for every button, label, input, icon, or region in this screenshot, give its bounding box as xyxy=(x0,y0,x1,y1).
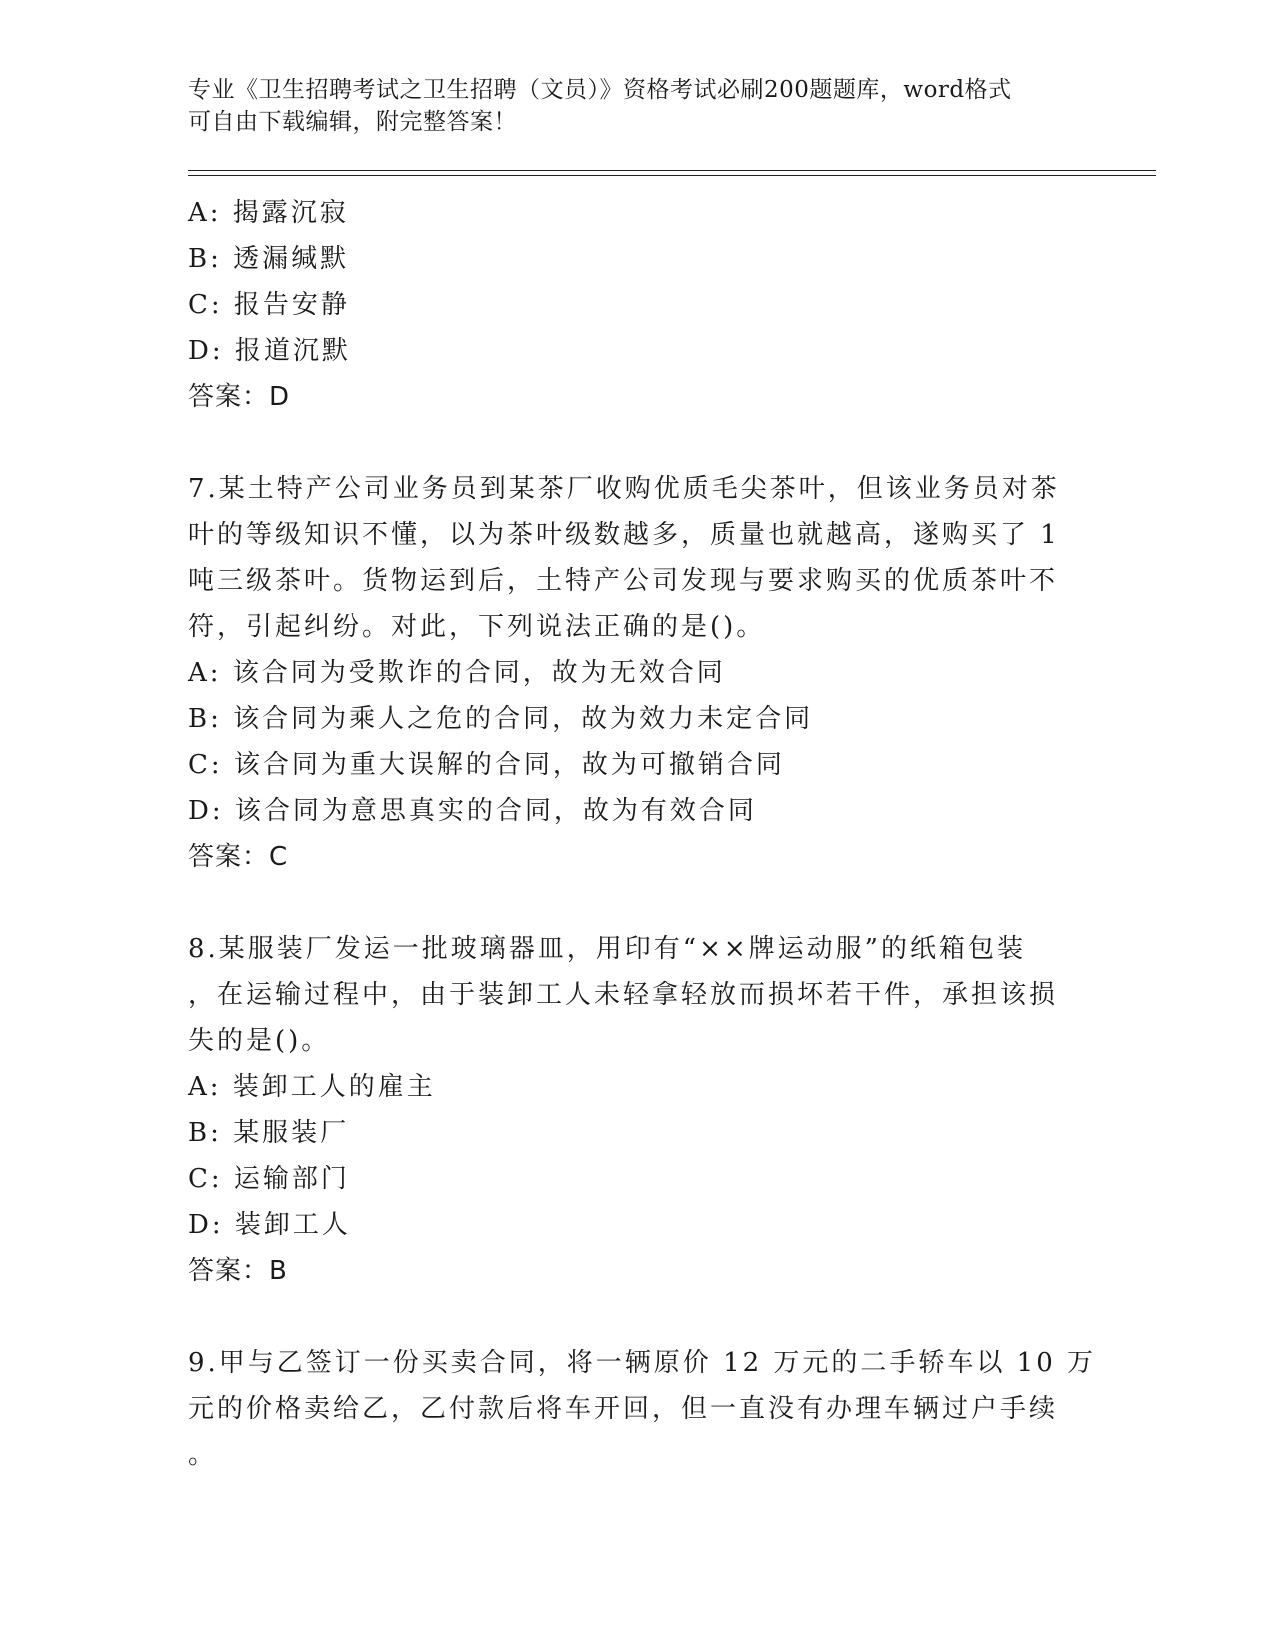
question-stem-line: 9.甲与乙签订一份买卖合同，将一辆原价 12 万元的二手轿车以 10 万 xyxy=(188,1348,1097,1378)
question-stem-line: 7.某土特产公司业务员到某茶厂收购优质毛尖茶叶，但该业务员对茶 xyxy=(188,474,1060,504)
spacer xyxy=(188,420,1068,466)
option-c: C: 运输部门 xyxy=(188,1164,350,1194)
question-stem-line: 吨三级茶叶。货物运到后，土特产公司发现与要求购买的优质茶叶不 xyxy=(188,566,1059,596)
option-b: B: 某服装厂 xyxy=(188,1118,350,1148)
question-stem-line: 8.某服装厂发运一批玻璃器皿，用印有“××牌运动服”的纸箱包装 xyxy=(188,934,1026,964)
question-7 xyxy=(188,466,1068,880)
question-stem-line: 。 xyxy=(188,1440,218,1470)
option-c: C: 该合同为重大误解的合同，故为可撤销合同 xyxy=(188,750,785,780)
option-d: D: 装卸工人 xyxy=(188,1210,351,1240)
option-d: D: 该合同为意思真实的合同，故为有效合同 xyxy=(188,796,757,826)
question-stem-line: ，在运输过程中，由于装卸工人未轻拿轻放而损坏若干件，承担该损 xyxy=(188,980,1059,1010)
header-line-1: 专业《卫生招聘考试之卫生招聘（文员）》资格考试必刷200题题库，word格式 xyxy=(188,77,1012,103)
header-divider-top xyxy=(188,170,1156,171)
option-a: A: 揭露沉寂 xyxy=(188,198,349,228)
answer: 答案：C xyxy=(188,842,289,872)
document-header xyxy=(188,74,1068,138)
question-stem-line: 元的价格卖给乙，乙付款后将车开回，但一直没有办理车辆过户手续 xyxy=(188,1394,1059,1424)
header-divider-bottom xyxy=(188,175,1156,176)
option-d: D: 报道沉默 xyxy=(188,336,351,366)
option-b: B: 该合同为乘人之危的合同，故为效力未定合同 xyxy=(188,704,814,734)
question-list xyxy=(188,190,1097,1478)
spacer xyxy=(188,880,1068,926)
question-9 xyxy=(188,1340,1097,1478)
question-stem-line: 叶的等级知识不懂，以为茶叶级数越多，质量也就越高，遂购买了 1 xyxy=(188,520,1060,550)
question-stem-line: 符，引起纠纷。对此，下列说法正确的是()。 xyxy=(188,612,766,642)
option-a: A: 该合同为受欺诈的合同，故为无效合同 xyxy=(188,658,726,688)
spacer xyxy=(188,1294,1068,1340)
header-line-2: 可自由下载编辑，附完整答案！ xyxy=(188,109,517,135)
question-8 xyxy=(188,926,1068,1294)
question-stem-line: 失的是()。 xyxy=(188,1026,331,1056)
option-b: B: 透漏缄默 xyxy=(188,244,350,274)
option-c: C: 报告安静 xyxy=(188,290,350,320)
question-6-options xyxy=(188,190,1068,420)
answer: 答案：B xyxy=(188,1256,288,1286)
answer: 答案：D xyxy=(188,382,291,412)
option-a: A: 装卸工人的雇主 xyxy=(188,1072,436,1102)
